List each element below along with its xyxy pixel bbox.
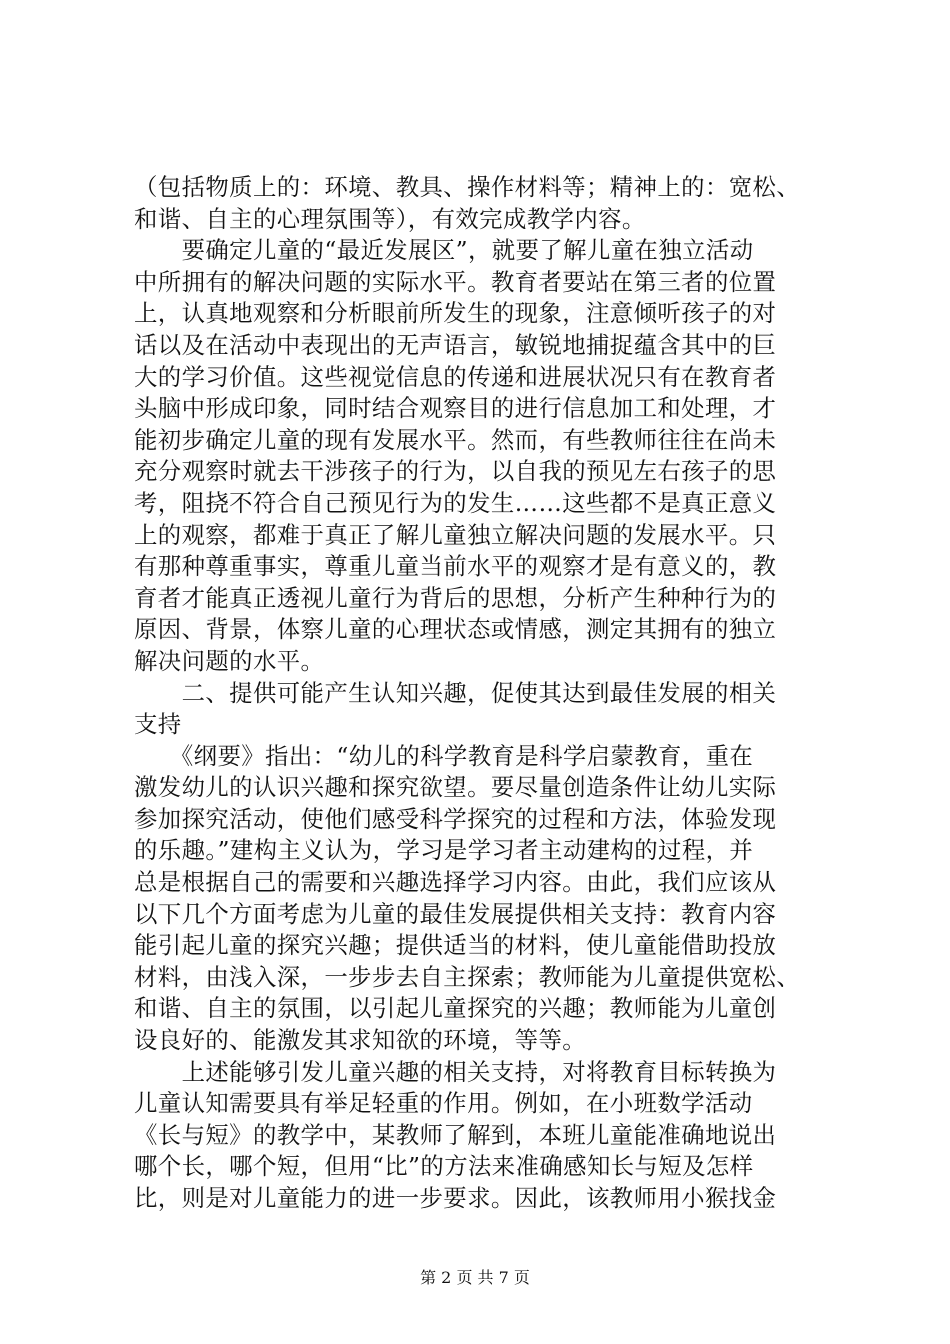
text-line: 要确定儿童的“最近发展区”，就要了解儿童在独立活动 — [134, 236, 754, 265]
text-line: 话以及在活动中表现出的无声语言，敏锐地捕捉蕴含其中的巨 — [134, 330, 777, 359]
text-line: 大的学习价值。这些视觉信息的传递和进展状况只有在教育者 — [134, 362, 777, 391]
text-line: 上述能够引发儿童兴趣的相关支持，对将教育目标转换为 — [134, 1057, 777, 1086]
text-line: 比，则是对儿童能力的进一步要求。因此，该教师用小猴找金 — [134, 1184, 777, 1212]
text-line: 总是根据自己的需要和兴趣选择学习内容。由此，我们应该从 — [134, 868, 777, 897]
body-text — [134, 172, 834, 1215]
text-line: 原因、背景，体察儿童的心理状态或情感，测定其拥有的独立 — [134, 615, 777, 644]
text-line: （包括物质上的：环境、教具、操作材料等；精神上的：宽松、 — [134, 173, 801, 201]
section-heading-line: 二、提供可能产生认知兴趣，促使其达到最佳发展的相关 — [134, 678, 777, 707]
text-line: 头脑中形成印象，同时结合观察目的进行信息加工和处理，才 — [134, 394, 777, 423]
text-line: 参加探究活动，使他们感受科学探究的过程和方法，体验发现 — [134, 804, 777, 833]
text-line: 《纲要》指出：“幼儿的科学教育是科学启蒙教育，重在 — [134, 741, 754, 770]
text-line: 材料，由浅入深，一步步去自主探索；教师能为儿童提供宽松、 — [134, 962, 801, 991]
text-line: 和谐、自主的心理氛围等），有效完成教学内容。 — [134, 204, 646, 233]
text-line: 的乐趣。”建构主义认为，学习是学习者主动建构的过程，并 — [134, 836, 754, 865]
text-line: 充分观察时就去干涉孩子的行为，以自我的预见左右孩子的思 — [134, 457, 777, 486]
text-line: 育者才能真正透视儿童行为背后的思想，分析产生种种行为的 — [134, 583, 777, 612]
section-heading-line: 支持 — [134, 710, 182, 739]
text-line: 能初步确定儿童的现有发展水平。然而，有些教师往往在尚未 — [134, 425, 777, 454]
text-line: 解决问题的水平。 — [134, 646, 325, 675]
text-line: 《长与短》的教学中，某教师了解到，本班儿童能准确地说出 — [134, 1120, 777, 1149]
text-line: 上，认真地观察和分析眼前所发生的现象，注意倾听孩子的对 — [134, 299, 777, 328]
text-line: 以下几个方面考虑为儿童的最佳发展提供相关支持：教育内容 — [134, 899, 777, 928]
text-line: 上的观察，都难于真正了解儿童独立解决问题的发展水平。只 — [134, 520, 777, 549]
text-line: 哪个长，哪个短，但用“比”的方法来准确感知长与短及怎样 — [134, 1152, 754, 1181]
text-line: 儿童认知需要具有举足轻重的作用。例如，在小班数学活动 — [134, 1089, 753, 1118]
text-line: 设良好的、能激发其求知欲的环境，等等。 — [134, 1026, 587, 1055]
text-line: 有那种尊重事实，尊重儿童当前水平的观察才是有意义的，教 — [134, 552, 777, 581]
text-line: 考，阻挠不符合自己预见行为的发生……这些都不是真正意义 — [134, 488, 777, 517]
text-line: 中所拥有的解决问题的实际水平。教育者要站在第三者的位置 — [134, 267, 777, 296]
text-line: 激发幼儿的认识兴趣和探究欲望。要尽量创造条件让幼儿实际 — [134, 773, 777, 802]
text-line: 和谐、自主的氛围，以引起儿童探究的兴趣；教师能为儿童创 — [134, 994, 777, 1023]
page-number-footer: 第 2 页 共 7 页 — [420, 1268, 530, 1287]
text-line: 能引起儿童的探究兴趣；提供适当的材料，使儿童能借助投放 — [134, 931, 777, 960]
